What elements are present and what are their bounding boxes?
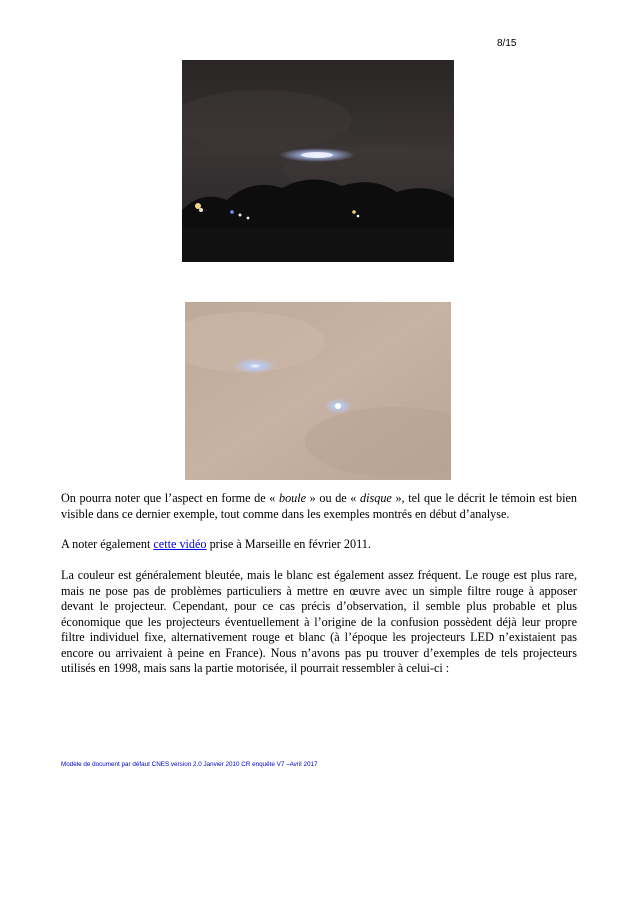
paragraph-color-analysis: La couleur est généralement bleutée, mais le blanc est également assez fréquent. Le rouge est plus rare, mais ne pose pas de problèmes particuliers à mettre en œuvre avec un simple filtre rouge à apposer devant le projecteur. Cependant, pour ce cas précis d’observation, il semble plus probable et plus économique que les projecteurs éventuellement à l’origine de la confusion possèdent déjà leur propre filtre individuel fixe, alternativement rouge et blanc (à l’époque les projecteurs LED n’existaient pas encore ou arrivaient à peine en France). Nous n’avons pas pu trouver d’exemples de tels projecteurs utilisés en 1998, mais sans la partie motorisée, il pourrait ressembler à celui-ci : <box>61 568 577 675</box>
cloudy-sky-photo <box>185 302 451 480</box>
night-sky-photo <box>182 60 454 262</box>
night-sky-light-photo-icon <box>182 60 454 262</box>
cloud-sky-light-photo-icon <box>185 302 451 480</box>
page-number: 8/15 <box>497 38 517 49</box>
paragraph-shape-observation: On pourra noter que l’aspect en forme de « boule » ou de « disque », tel que le décrit le témoin est bien visible dans ce dernier exemple, tout comme dans les exemples montrés en début d’analyse. <box>61 491 578 521</box>
document-footer: Modèle de document par défaut CNES version 2.0 Janvier 2010 CR enquête V7 –Avril 2017 <box>61 761 318 768</box>
video-link[interactable]: cette vidéo <box>153 537 207 551</box>
paragraph-video-reference: A noter également cette vidéo prise à Marseille en février 2011. <box>61 537 371 551</box>
